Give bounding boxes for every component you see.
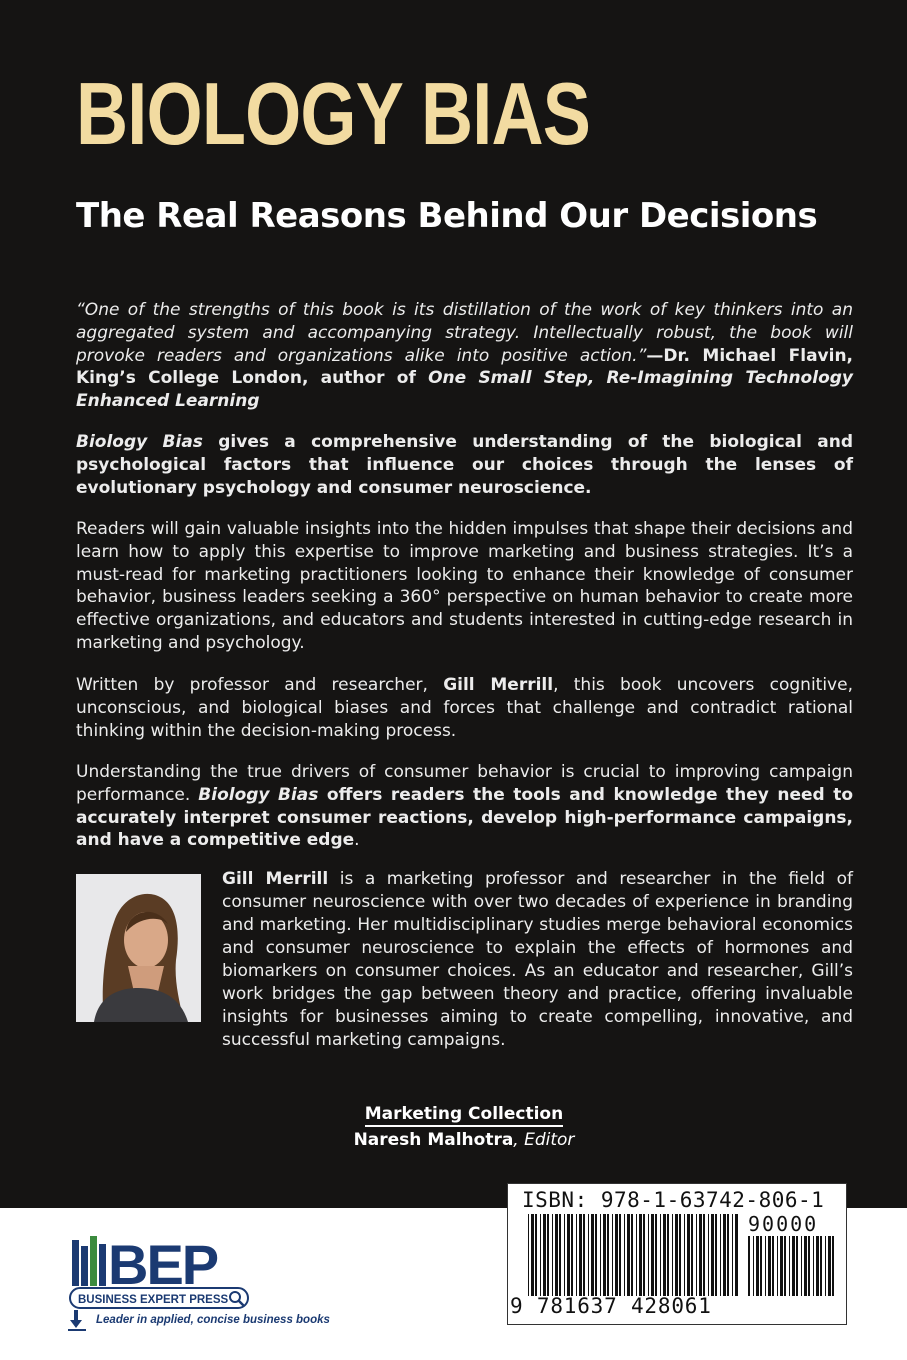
description-paragraph-3: Written by professor and researcher, Gill Merrill, this book uncovers cognitive, unconscious, and biological biases and forces that challenge and contradict rational thinking within the decision-making process. bbox=[76, 675, 853, 741]
barcode-digits: 9 781637 428061 bbox=[510, 1294, 712, 1318]
barcode-bar bbox=[531, 1214, 534, 1296]
barcode-bar bbox=[615, 1214, 618, 1296]
barcode-bar bbox=[792, 1236, 795, 1296]
barcode-bar bbox=[552, 1214, 553, 1296]
barcode-bar bbox=[535, 1214, 537, 1296]
publisher-name: BUSINESS EXPERT PRESS bbox=[78, 1294, 229, 1306]
price-barcode-bars bbox=[748, 1236, 836, 1296]
barcode-bar bbox=[540, 1214, 541, 1296]
barcode-bar bbox=[543, 1214, 546, 1296]
bio-author-name: Gill Merrill bbox=[222, 869, 329, 889]
publisher-logo-text: BEP bbox=[108, 1234, 218, 1296]
book-title: BIOLOGY BIAS bbox=[76, 64, 591, 163]
barcode-bar bbox=[699, 1214, 702, 1296]
barcode-bar bbox=[672, 1214, 673, 1296]
barcode-bar bbox=[748, 1236, 750, 1296]
barcode-bar bbox=[828, 1236, 831, 1296]
barcode-bar bbox=[768, 1236, 771, 1296]
barcode-bar bbox=[784, 1236, 786, 1296]
description-paragraph-2: Readers will gain valuable insights into the hidden impulses that shape their decisions and learn how to apply this expertise to improve marketing and business strategies. It’s a must-read for marketing practitioners looking to enhance their knowledge of consumer behavior, business leaders seeking a 360° perspective on human behavior to create more effective organizations, and educators and students interested in cutting-edge research in marketing and psychology. bbox=[76, 519, 853, 653]
barcode-bar bbox=[639, 1214, 642, 1296]
book-title-inline: Biology Bias bbox=[198, 784, 319, 805]
barcode-bar bbox=[547, 1214, 549, 1296]
barcode-bar bbox=[591, 1214, 594, 1296]
barcode-bar bbox=[684, 1214, 685, 1296]
book-title-inline: Biology Bias bbox=[76, 432, 203, 452]
barcode-bar bbox=[804, 1236, 807, 1296]
barcode-bar bbox=[663, 1214, 666, 1296]
barcode-bar bbox=[595, 1214, 597, 1296]
book-subtitle: The Real Reasons Behind Our Decisions bbox=[76, 196, 818, 236]
barcode-bar bbox=[789, 1236, 790, 1296]
barcode-bar bbox=[627, 1214, 630, 1296]
barcode-bar bbox=[808, 1236, 810, 1296]
quote-book-titles: One Small Step, Re-Imagining Technology Enhanced Learning bbox=[76, 368, 853, 412]
publisher-tagline: Leader in applied, concise business books bbox=[96, 1314, 330, 1326]
barcode-bar bbox=[801, 1236, 802, 1296]
barcode-bar bbox=[583, 1214, 585, 1296]
barcode-bar bbox=[832, 1236, 834, 1296]
barcode-bar bbox=[651, 1214, 654, 1296]
barcode-bar bbox=[600, 1214, 601, 1296]
download-arrow-icon bbox=[70, 1310, 82, 1328]
endorsement-quote bbox=[76, 299, 853, 413]
barcode-bar bbox=[703, 1214, 705, 1296]
barcode-bar bbox=[660, 1214, 661, 1296]
barcode-bar bbox=[696, 1214, 697, 1296]
isbn-label: ISBN: 978-1-63742-806-1 bbox=[522, 1188, 825, 1212]
ean-barcode-bars bbox=[528, 1214, 740, 1296]
description-paragraph-1: Biology Bias gives a comprehensive understanding of the biological and psychological factors that influence our choices through the lenses of evolutionary psychology and consumer neuroscience. bbox=[76, 432, 853, 498]
barcode-bar bbox=[825, 1236, 826, 1296]
barcode-bar bbox=[648, 1214, 649, 1296]
barcode-bar bbox=[619, 1214, 621, 1296]
barcode-bar bbox=[732, 1214, 733, 1296]
barcode-bar bbox=[711, 1214, 714, 1296]
barcode-bar bbox=[631, 1214, 633, 1296]
collection-name: Marketing Collection bbox=[300, 1104, 628, 1124]
quote-text: “One of the strengths of this book is its distillation of the work of key thinkers into an aggregated system and accompanying strategy. Intellectually robust, the book will provoke readers and organizations alike into positive action.” bbox=[76, 300, 853, 366]
barcode-bar bbox=[816, 1236, 819, 1296]
barcode-bar bbox=[723, 1214, 726, 1296]
barcode-bar bbox=[643, 1214, 645, 1296]
barcode-bar bbox=[687, 1214, 690, 1296]
barcode-bar bbox=[708, 1214, 709, 1296]
barcode-bar bbox=[607, 1214, 609, 1296]
barcode-bar bbox=[667, 1214, 669, 1296]
barcode-bar bbox=[796, 1236, 798, 1296]
author-bio: Gill Merrill is a marketing professor and researcher in the field of consumer neuroscience with over two decades of experience in branding and marketing. Her multidisciplinary studies merge behavioral economics and consumer neuroscience to explain the effects of hormones and biomarkers on consumer choices. As an educator and researcher, Gill’s work bridges the gap between theory and practice, offering invaluable insights for businesses aiming to create compelling, innovative, and successful marketing campaigns. bbox=[222, 869, 853, 1050]
barcode-bar bbox=[756, 1236, 759, 1296]
barcode-bar bbox=[588, 1214, 589, 1296]
barcode-bar bbox=[679, 1214, 681, 1296]
barcode-bar bbox=[555, 1214, 558, 1296]
barcode-bar bbox=[813, 1236, 814, 1296]
barcode-bar bbox=[715, 1214, 717, 1296]
barcode-bar bbox=[636, 1214, 637, 1296]
barcode-bar bbox=[720, 1214, 721, 1296]
price-code: 90000 bbox=[748, 1212, 819, 1236]
barcode-bar bbox=[735, 1214, 738, 1296]
barcode-bar bbox=[559, 1214, 561, 1296]
barcode-bar bbox=[567, 1214, 570, 1296]
barcode-bar bbox=[579, 1214, 582, 1296]
barcode-bar bbox=[564, 1214, 565, 1296]
barcode-bar bbox=[576, 1214, 577, 1296]
barcode-bar bbox=[780, 1236, 783, 1296]
barcode-bar bbox=[624, 1214, 625, 1296]
barcode-bar bbox=[777, 1236, 778, 1296]
barcode-bar bbox=[753, 1236, 754, 1296]
barcode-bar bbox=[820, 1236, 822, 1296]
barcode-bar bbox=[760, 1236, 762, 1296]
barcode-bar bbox=[655, 1214, 657, 1296]
barcode-bar bbox=[772, 1236, 774, 1296]
author-photo bbox=[76, 874, 201, 1022]
barcode-bar bbox=[603, 1214, 606, 1296]
barcode-bar bbox=[528, 1214, 529, 1296]
barcode-bar bbox=[675, 1214, 678, 1296]
barcode-bar bbox=[691, 1214, 693, 1296]
barcode-bar bbox=[612, 1214, 613, 1296]
collection-editor: Naresh Malhotra, Editor bbox=[353, 1130, 575, 1150]
author-name-inline: Gill Merrill bbox=[443, 675, 554, 695]
barcode-bar bbox=[765, 1236, 766, 1296]
quote-attribution: —Dr. Michael Flavin, King’s College London, author of bbox=[76, 345, 854, 389]
isbn-barcode bbox=[507, 1183, 847, 1325]
barcode-bar bbox=[727, 1214, 729, 1296]
description-paragraph-4: Understanding the true drivers of consumer behavior is crucial to improving campaign performance. Biology Bias offers readers the tools and knowledge they need to accurately interpret consumer reactions, develop high-performance campaigns, and have a competitive edge. bbox=[76, 762, 853, 851]
barcode-bar bbox=[571, 1214, 573, 1296]
